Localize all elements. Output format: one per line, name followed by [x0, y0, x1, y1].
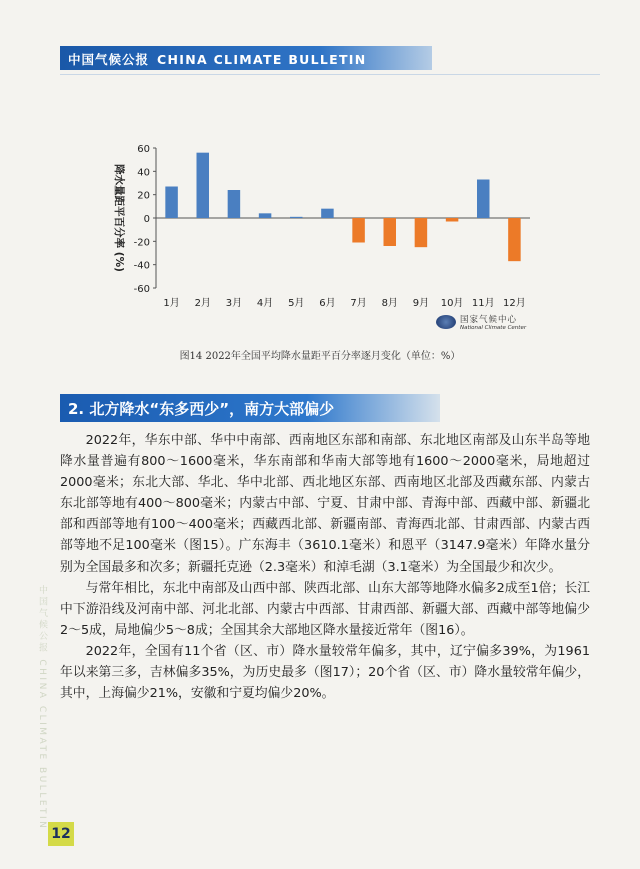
ncc-logo-icon — [436, 315, 456, 329]
sidebar-vertical-title: 中国气候公报 CHINA CLIMATE BULLETIN — [37, 585, 47, 831]
x-tick-label: 8月 — [381, 298, 398, 309]
y-tick-label: 0 — [143, 214, 150, 225]
section-title: 2. 北方降水“东多西少”，南方大部偏少 — [68, 400, 335, 418]
y-tick-label: -60 — [133, 284, 150, 295]
x-tick-label: 10月 — [440, 298, 464, 309]
body-text — [60, 430, 590, 704]
chart-bar — [290, 217, 303, 218]
y-tick-label: 20 — [137, 190, 150, 202]
header-title-cn: 中国气候公报 — [68, 52, 150, 67]
header-title — [68, 50, 367, 68]
logo-name-en: National Climate Center — [460, 325, 527, 331]
chart-bar — [415, 218, 428, 247]
chart-bar — [384, 218, 397, 246]
chart-bar — [477, 180, 490, 219]
page-number: 12 — [48, 822, 74, 846]
chart-bar — [259, 213, 272, 218]
x-tick-label: 2月 — [194, 298, 211, 309]
logo-name-cn: 国家气候中心 — [460, 315, 518, 325]
header-bar — [60, 46, 432, 70]
y-tick-label: 40 — [137, 167, 150, 179]
x-tick-label: 5月 — [288, 298, 305, 309]
x-tick-label: 1月 — [163, 298, 180, 309]
x-tick-label: 6月 — [319, 298, 336, 309]
x-tick-label: 3月 — [225, 298, 243, 309]
paragraph: 2022年，华东中部、华中中南部、西南地区东部和南部、东北地区南部及山东半岛等地降水量普遍有800～1600毫米，华东南部和华南大部等地有1600～2000毫米，局地超过2000毫米；东北大部、华北、华中北部、西北地区东部、西南地区北部及西藏东部、内蒙古东北部等地有400～800毫米；内蒙古中部、宁夏、甘肃中部、青海中部、西藏中部、新疆北部和西部等地有100～400毫米；西藏西北部、新疆南部、青海西北部、甘肃西部、内蒙古西部等地不足100毫米（图15）。广东海丰（3610.1毫米）和恩平（3147.9毫米）年降水量分别为全国最多和次多；新疆托克逊（2.3毫米）和淖毛湖（3.1毫米）为全国最少和次少。 — [60, 433, 590, 575]
y-tick-label: 60 — [137, 144, 150, 155]
section-heading-bar — [60, 394, 440, 422]
figure-caption: 图14 2022年全国平均降水量距平百分率逐月变化（单位：%） — [179, 351, 461, 362]
x-tick-label: 9月 — [412, 298, 430, 309]
chart-bar — [446, 218, 459, 222]
chart-bar — [197, 153, 210, 218]
chart-bar — [321, 209, 334, 218]
x-tick-label: 12月 — [503, 298, 526, 309]
paragraph: 与常年相比，东北中南部及山西中部、陕西北部、山东大部等地降水偏多2成至1倍；长江中下游沿线及河南中部、河北北部、内蒙古中西部、甘肃西部、新疆大部、西藏中部等地偏少2～5成，局地偏少5～8成；全国其余大部地区降水量接近常年（图16）。 — [60, 580, 590, 638]
x-tick-label: 11月 — [471, 298, 495, 309]
chart-bar — [165, 187, 178, 219]
paragraph: 2022年，全国有11个省（区、市）降水量较常年偏多，其中，辽宁偏多39%，为1961年以来第三多，吉林偏多35%，为历史最多（图17）；20个省（区、市）降水量较常年偏少，其中，上海偏少21%，安徽和宁夏均偏少20%。 — [60, 643, 590, 702]
header-title-en: CHINA CLIMATE BULLETIN — [157, 52, 367, 67]
ncc-logo — [436, 313, 546, 337]
y-tick-label: -20 — [133, 237, 150, 249]
y-tick-label: -40 — [133, 260, 150, 272]
y-axis-label: 降水量距平百分率 (%) — [113, 164, 125, 272]
chart-bar — [352, 218, 365, 243]
chart-bar — [228, 190, 241, 218]
chart-bar — [508, 218, 520, 261]
header-divider — [60, 74, 600, 75]
x-tick-label: 4月 — [256, 298, 274, 309]
x-tick-label: 7月 — [350, 298, 367, 309]
